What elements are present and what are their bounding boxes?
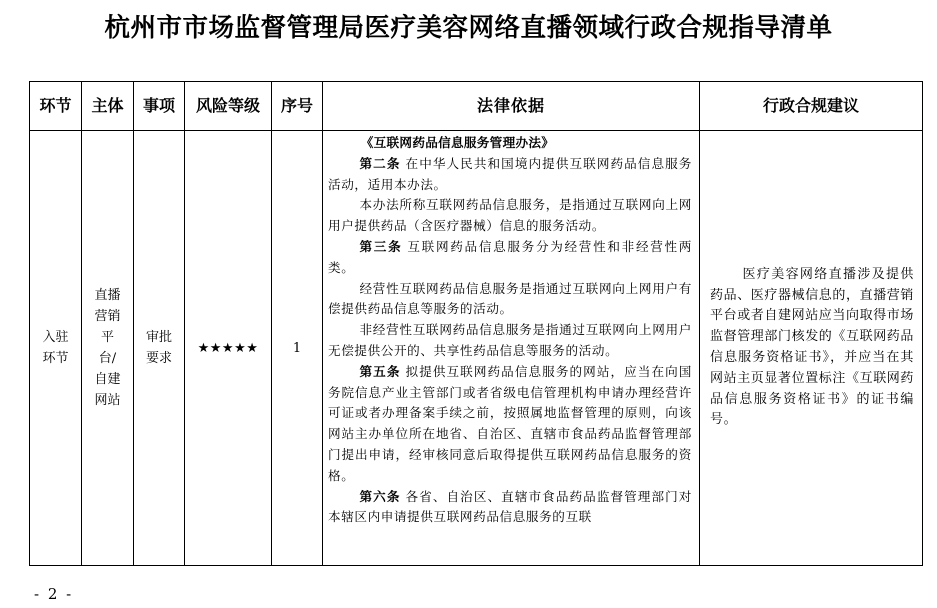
article-label: 第三条 <box>359 238 403 254</box>
header-compliance-advice: 行政合规建议 <box>700 82 923 131</box>
law-paragraph: 第三条 互联网药品信息服务分为经营性和非经营性两类。 <box>328 238 692 275</box>
cell-seq: 1 <box>272 131 323 566</box>
header-seq: 序号 <box>272 82 323 131</box>
cell-risk-level: ★★★★★ <box>185 131 272 566</box>
document-title: 杭州市市场监督管理局医疗美容网络直播领域行政合规指导清单 <box>104 13 833 43</box>
table-row <box>30 131 923 566</box>
law-paragraph: 第六条 各省、自治区、直辖市食品药品监督管理部门对本辖区内申请提供互联网药品信息服务的互联 <box>328 488 692 525</box>
law-paragraph: 非经营性互联网药品信息服务是指通过互联网向上网用户无偿提供公开的、共享性药品信息等服务的活动。 <box>328 322 692 358</box>
page-number: - 2 - <box>34 585 74 603</box>
cell-legal-basis <box>323 131 700 566</box>
cell-subject: 直播营销平台/自建网站 <box>82 131 134 566</box>
header-risk-level: 风险等级 <box>185 82 272 131</box>
cell-compliance-advice: 医疗美容网络直播涉及提供药品、医疗器械信息的，直播营销平台或者自建网站应当向取得市场监督管理部门核发的《互联网药品信息服务资格证书》，并应当在其网站主页显著位置标注《互联网药品信息服务资格证书》的证书编号。 <box>700 131 923 566</box>
law-paragraph: 第五条 拟提供互联网药品信息服务的网站，应当在向国务院信息产业主管部门或者省级电信管理机构申请办理经营许可证或者办理备案手续之前，按照属地监督管理的原则，向该网站主办单位所在地省、自治区、直辖市食品药品监督管理部门提出申请，经审核同意后取得提供互联网药品信息服务的资格。 <box>328 363 692 483</box>
compliance-table <box>29 81 923 566</box>
header-legal-basis: 法律依据 <box>323 82 700 131</box>
article-label: 第六条 <box>359 488 401 504</box>
article-label: 第五条 <box>359 363 401 379</box>
cell-segment: 入驻环节 <box>30 131 82 566</box>
law-paragraph: 经营性互联网药品信息服务是指通过互联网向上网用户有偿提供药品信息等服务的活动。 <box>328 280 692 317</box>
law-paragraph: 本办法所称互联网药品信息服务，是指通过互联网向上网用户提供药品（含医疗器械）信息的服务活动。 <box>328 197 692 234</box>
regulation-title: 《互联网药品信息服务管理办法》 <box>360 135 555 150</box>
header-subject: 主体 <box>82 82 134 131</box>
article-label: 第二条 <box>359 155 401 171</box>
law-paragraph: 第二条 在中华人民共和国境内提供互联网药品信息服务活动，适用本办法。 <box>328 155 692 192</box>
cell-item: 审批要求 <box>134 131 185 566</box>
header-segment: 环节 <box>30 82 82 131</box>
header-item: 事项 <box>134 82 185 131</box>
header-row <box>30 82 923 131</box>
